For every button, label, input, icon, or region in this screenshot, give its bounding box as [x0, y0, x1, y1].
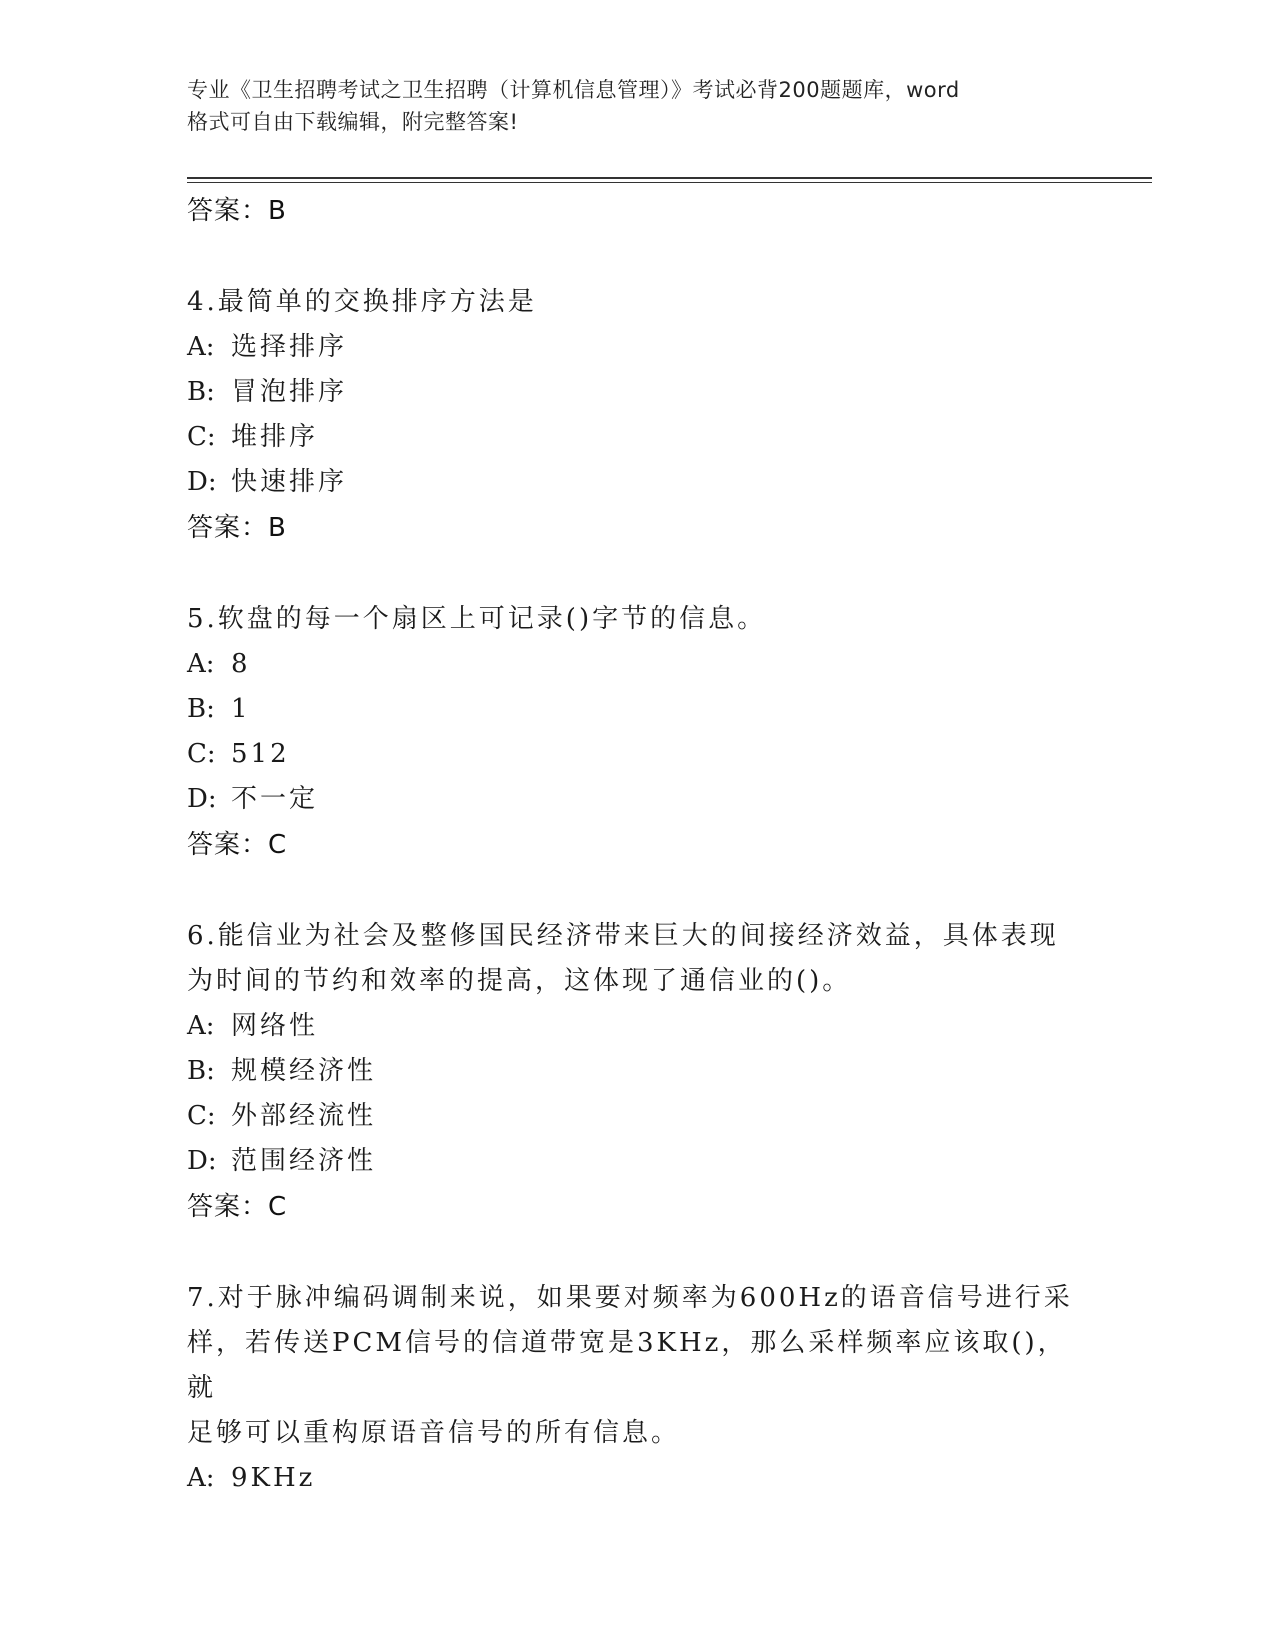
answer-line: [187, 1184, 1087, 1230]
option-text: 范围经济性: [231, 1146, 377, 1176]
option-b: [187, 1049, 1087, 1094]
option-letter: D:: [187, 1146, 217, 1176]
option-c: [187, 415, 1087, 460]
question-text-line: 样，若传送PCM信号的信道带宽是3KHz，那么采样频率应该取()，就: [187, 1328, 1067, 1403]
option-letter: D:: [187, 784, 217, 814]
question-text-line: 足够可以重构原语音信号的所有信息。: [187, 1418, 681, 1448]
answer-value: B: [268, 513, 287, 543]
option-letter: C:: [187, 1101, 216, 1131]
spacer: [187, 1230, 1087, 1276]
question-text-line: 7.对于脉冲编码调制来说，如果要对频率为600Hz的语音信号进行采: [187, 1283, 1073, 1313]
question-text: 4.最简单的交换排序方法是: [187, 287, 537, 317]
answer-line: [187, 188, 1087, 234]
option-text: 8: [231, 649, 251, 679]
option-letter: B:: [187, 1056, 215, 1086]
option-letter: D:: [187, 467, 217, 497]
option-text: 快速排序: [231, 467, 348, 497]
option-text: 不一定: [231, 784, 319, 814]
option-d: [187, 777, 1087, 822]
spacer: [187, 868, 1087, 914]
header-line-2: 格式可自由下载编辑，附完整答案!: [187, 110, 519, 134]
option-text: 外部经流性: [231, 1101, 377, 1131]
option-c: [187, 1094, 1087, 1139]
spacer: [187, 234, 1087, 280]
answer-value: B: [268, 196, 287, 226]
option-letter: A:: [187, 332, 215, 362]
question-block: [187, 1276, 1087, 1501]
question-list: [187, 188, 1087, 1501]
option-b: [187, 687, 1087, 732]
option-text: 512: [231, 739, 290, 769]
question-block: [187, 280, 1087, 551]
header-rule-thick: [187, 177, 1152, 179]
option-text: 堆排序: [231, 422, 319, 452]
option-letter: B:: [187, 377, 215, 407]
header-rule-thin: [187, 182, 1152, 183]
answer-label: 答案：: [187, 513, 269, 543]
question-block: [187, 914, 1087, 1230]
answer-line: [187, 822, 1087, 868]
option-letter: A:: [187, 649, 215, 679]
option-d: [187, 460, 1087, 505]
answer-value: C: [268, 830, 288, 860]
option-text: 规模经济性: [231, 1056, 377, 1086]
answer-value: C: [268, 1192, 288, 1222]
option-letter: A:: [187, 1011, 215, 1041]
question-block: [187, 597, 1087, 868]
answer-label: 答案：: [187, 830, 269, 860]
option-a: [187, 1456, 1087, 1501]
answer-line: [187, 505, 1087, 551]
option-letter: A:: [187, 1463, 215, 1493]
answer-label: 答案：: [187, 196, 269, 226]
option-text: 1: [231, 694, 251, 724]
answer-label: 答案：: [187, 1192, 269, 1222]
option-a: [187, 325, 1087, 370]
option-text: 9KHz: [231, 1463, 316, 1493]
spacer: [187, 551, 1087, 597]
option-text: 网络性: [231, 1011, 319, 1041]
option-a: [187, 642, 1087, 687]
question-text-line: 6.能信业为社会及整修国民经济带来巨大的间接经济效益，具体表现: [187, 921, 1059, 951]
option-letter: B:: [187, 694, 215, 724]
option-text: 选择排序: [231, 332, 348, 362]
option-c: [187, 732, 1087, 777]
option-d: [187, 1139, 1087, 1184]
option-text: 冒泡排序: [231, 377, 348, 407]
option-b: [187, 370, 1087, 415]
question-text-line: 为时间的节约和效率的提高，这体现了通信业的()。: [187, 966, 852, 996]
question-text: 5.软盘的每一个扇区上可记录()字节的信息。: [187, 604, 767, 634]
option-letter: C:: [187, 422, 216, 452]
option-a: [187, 1004, 1087, 1049]
header-line-1: 专业《卫生招聘考试之卫生招聘（计算机信息管理）》考试必背200题题库，word: [187, 78, 960, 102]
option-letter: C:: [187, 739, 216, 769]
header-note: [187, 74, 1087, 138]
